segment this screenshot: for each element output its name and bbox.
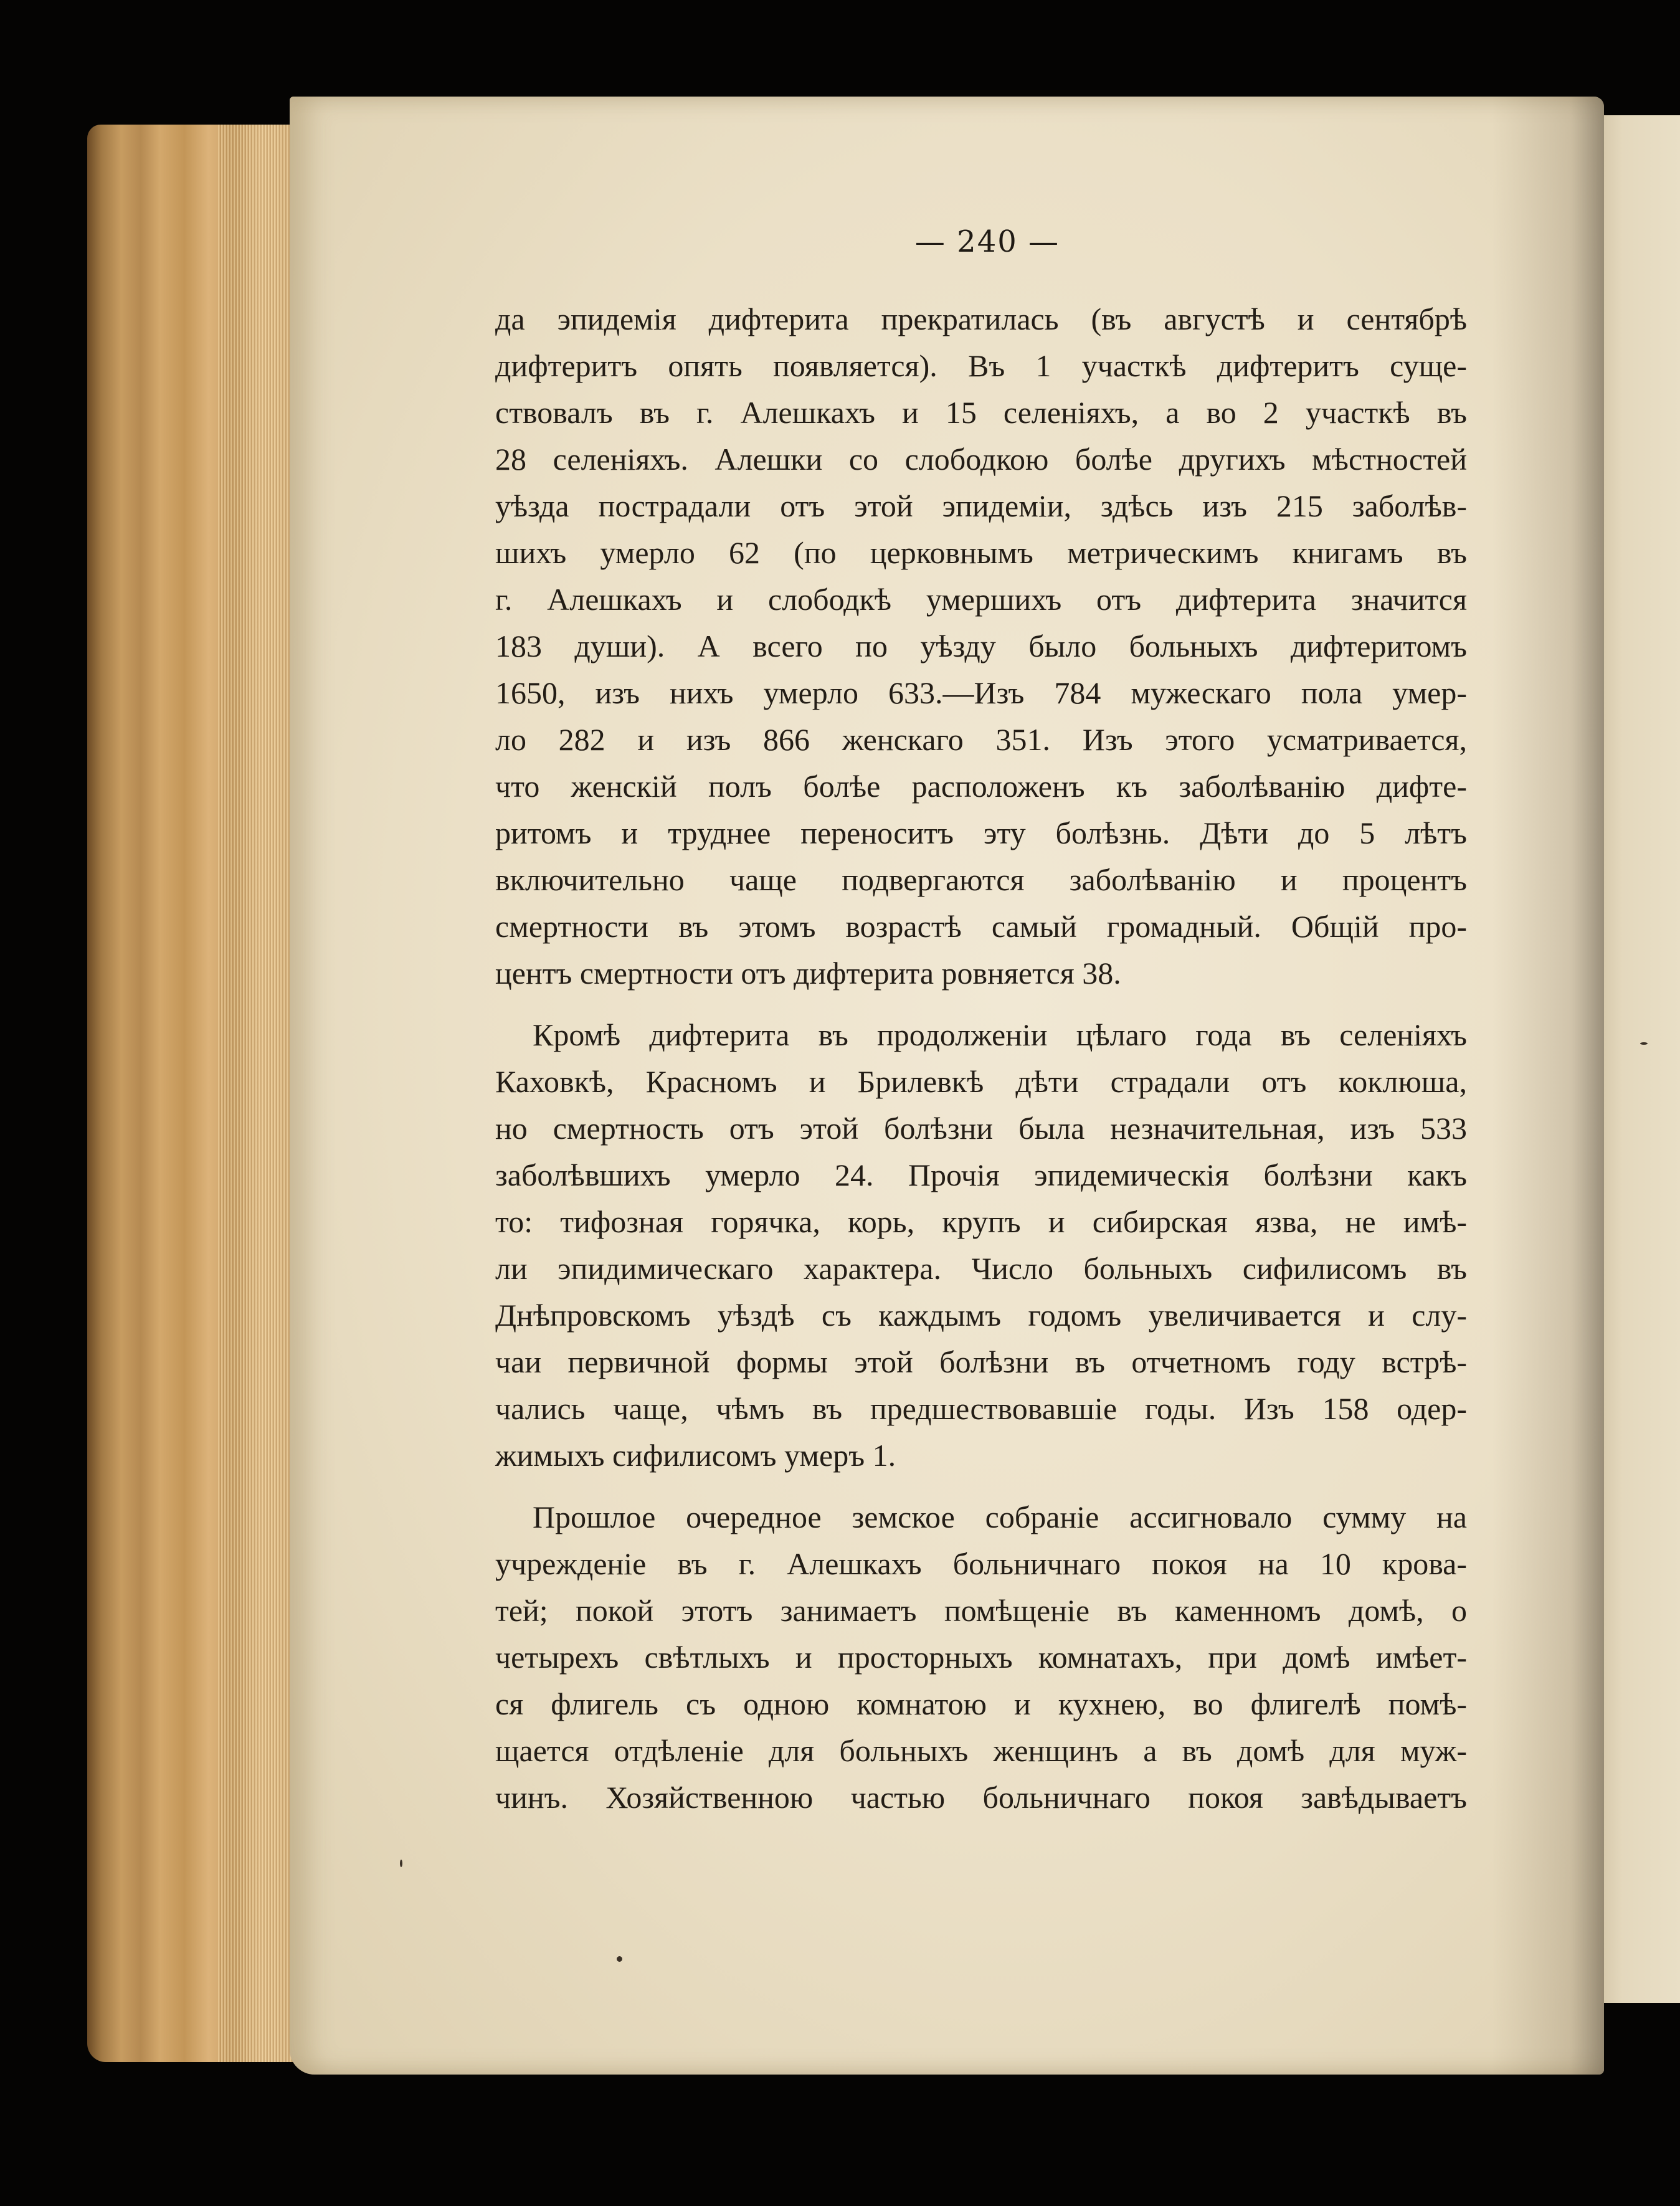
text-line: жимыхъ сифилисомъ умеръ 1. bbox=[495, 1438, 896, 1473]
gutter-shadow bbox=[1492, 97, 1604, 2075]
text-line: Прошлое очередное земское собраніе ассигновало сумму на bbox=[533, 1500, 1467, 1534]
paragraph-other-epidemics bbox=[495, 1012, 1467, 1479]
ink-speck bbox=[400, 1860, 402, 1867]
text-line: г. Алешкахъ и слободкѣ умершихъ отъ дифтерита значится bbox=[495, 582, 1467, 617]
text-line: да эпидемія дифтерита прекратилась (въ августѣ и сентябрѣ bbox=[495, 302, 1467, 336]
text-line: шихъ умерло 62 (по церковнымъ метрическимъ книгамъ въ bbox=[495, 535, 1467, 570]
text-line: Кромѣ дифтерита въ продолженіи цѣлаго года въ селеніяхъ bbox=[533, 1017, 1467, 1052]
text-line: 1650, изъ нихъ умерло 633.—Изъ 784 мужескаго пола умер- bbox=[495, 675, 1467, 710]
text-line: ло 282 и изъ 866 женскаго 351. Изъ этого усматривается, bbox=[495, 722, 1467, 757]
text-line: чались чаще, чѣмъ въ предшествовавшіе годы. Изъ 158 одер- bbox=[495, 1391, 1467, 1426]
text-line: заболѣвшихъ умерло 24. Прочія эпидемическія болѣзни какъ bbox=[495, 1158, 1467, 1192]
text-line: 28 селеніяхъ. Алешки со слободкою болѣе другихъ мѣстностей bbox=[495, 442, 1467, 477]
text-line: но смертность отъ этой болѣзни была незначительная, изъ 533 bbox=[495, 1111, 1467, 1146]
text-line: Днѣпровскомъ уѣздѣ съ каждымъ годомъ увеличивается и слу- bbox=[495, 1298, 1467, 1333]
text-line: щается отдѣленіе для больныхъ женщинъ а въ домѣ для муж- bbox=[495, 1733, 1467, 1768]
page-number: — 240 — bbox=[914, 224, 1060, 259]
text-line: ствовалъ въ г. Алешкахъ и 15 селеніяхъ, а во 2 участкѣ въ bbox=[495, 395, 1467, 430]
text-line: 183 души). А всего по уѣзду было больныхъ дифтеритомъ bbox=[495, 629, 1467, 663]
text-line: чинъ. Хозяйственною частью больничнаго покоя завѣдываетъ bbox=[495, 1780, 1467, 1815]
text-line: учрежденіе въ г. Алешкахъ больничнаго покоя на 10 крова- bbox=[495, 1546, 1467, 1581]
text-line: ся флигель съ одною комнатою и кухнею, во флигелѣ помѣ- bbox=[495, 1686, 1467, 1721]
text-line: центъ смертности отъ дифтерита ровняется 38. bbox=[495, 956, 1121, 991]
text-line: то: тифозная горячка, корь, крупъ и сибирская язва, не имѣ- bbox=[495, 1204, 1467, 1239]
text-line: чаи первичной формы этой болѣзни въ отчетномъ году встрѣ- bbox=[495, 1344, 1467, 1379]
text-line: дифтеритъ опять появляется). Въ 1 участкѣ дифтеритъ суще- bbox=[495, 348, 1467, 383]
text-line: включительно чаще подвергаются заболѣванію и процентъ bbox=[495, 862, 1467, 897]
text-line: четырехъ свѣтлыхъ и просторныхъ комнатахъ, при домѣ имѣет- bbox=[495, 1640, 1467, 1675]
text-line: что женскій полъ болѣе расположенъ къ заболѣванію дифте- bbox=[495, 769, 1467, 804]
paragraph-gap bbox=[495, 997, 1467, 1012]
text-line: ритомъ и труднее переноситъ эту болѣзнь. Дѣти до 5 лѣтъ bbox=[495, 815, 1467, 850]
paragraph-diphtheria bbox=[495, 296, 1467, 997]
ink-speck bbox=[617, 1956, 622, 1962]
adjacent-page-edge bbox=[1592, 115, 1680, 2003]
text-line: Каховкѣ, Красномъ и Брилевкѣ дѣти страдали отъ коклюша, bbox=[495, 1064, 1467, 1099]
paragraph-gap bbox=[495, 1479, 1467, 1494]
paragraph-hospital bbox=[495, 1494, 1467, 1821]
text-line: тей; покой этотъ занимаетъ помѣщеніе въ каменномъ домѣ, о bbox=[495, 1593, 1467, 1628]
text-line: ли эпидимическаго характера. Число больныхъ сифилисомъ въ bbox=[495, 1251, 1467, 1286]
text-line: смертности въ этомъ возрастѣ самый громадный. Общій про- bbox=[495, 909, 1467, 944]
text-line: уѣзда пострадали отъ этой эпидеміи, здѣсь изъ 215 заболѣв- bbox=[495, 488, 1467, 523]
page-body-text bbox=[495, 296, 1467, 1821]
ink-speck bbox=[1640, 1042, 1648, 1045]
